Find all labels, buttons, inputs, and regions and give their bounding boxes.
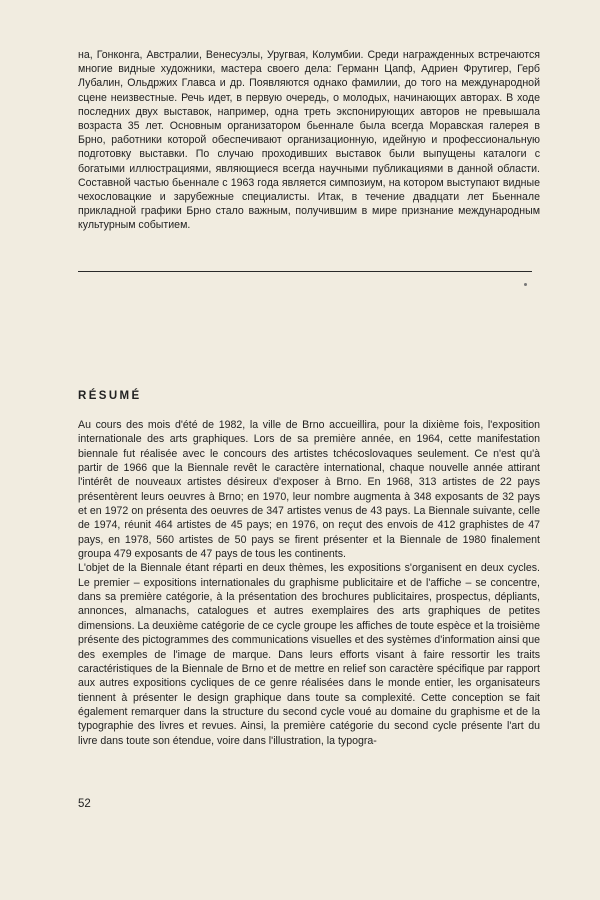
resume-paragraph-1: Au cours des mois d'été de 1982, la ville de Brno accueillira, pour la dixième fois, l'exposition internationale des arts graphiques. Lors de sa première année, en 1964, cette manifestation biennale fut réalisée avec le concours des artistes tchécoslovaques seulement. Ce n'est qu'à partir de 1966 que la Biennale revêt le caractère international, chaque nouvelle année attirant l'intérêt de nouveaux artistes désireux d'exposer à Brno. En 1968, 313 artistes de 22 pays présentèrent leurs oeuvres à Brno; en 1970, leur nombre augmenta à 348 exposants de 32 pays et en 1972 on présenta des oeuvres de 347 artistes venus de 43 pays. La Biennale suivante, celle de 1974, réunit 464 artistes de 45 pays; en 1976, on reçut des envois de 412 graphistes de 47 pays, en 1978, 560 artistes de 50 pays se firent présenter et la Biennale de 1980 finalement groupa 479 exposants de 47 pays de tous les continents. <box>78 419 540 561</box>
russian-paragraph: на, Гонконга, Австралии, Венесуэлы, Уругвая, Колумбии. Среди награжденных встречаются многие видные художники, мастера своего дела: Германн Цапф, Адриен Фрутигер, Герб Лубалин, Ольдржих Главса и др. Появляются однако фамилии, до того на международной сцене неизвестные. Речь идет, в первую очередь, о молодых, начинающих авторах. В ходе последних двух выставок, например, одна треть экспонирующих авторов не превышала возраста 35 лет. Основным организатором бьеннале была всегда Моравская галерея в Брно, работники которой обеспечивают организационную, идейную и профессиональную подготовку выставки. По случаю проходивших выставок были выпущены каталоги с богатыми иллюстрациями, являющиеся всегда научными публикациями в данной области. Составной частью бьеннале с 1963 года является симпозиум, на котором выступают видные чехословацкие и зарубежные специалисты. Итак, в течение двадцати лет Бьеннале прикладной графики Брно стало важным, получившим в мире признание международным культурным событием. <box>78 49 540 232</box>
resume-paragraph-2: L'objet de la Biennale étant réparti en deux thèmes, les expositions s'organisent en deux cycles. Le premier – expositions internationales du graphisme publicitaire et de l'affiche – se concentre, dans sa première catégorie, à la présentation des brochures publicitaires, prospectus, dépliants, annonces, almanachs, catalogues et autres exemplaires des arts graphiques de petites dimensions. La deuxième catégorie de ce cycle groupe les affiches de toute espèce et la troisième présente des pictogrammes des communications visuelles et des systèmes d'information ainsi que des exemples de l'image de marque. Dans leurs efforts visant à faire ressortir les traits caractéristiques de la Biennale de Brno et de mettre en relief son caractère spécifique par rapport aux autres expositions cycliques de ce genre réalisées dans le monde entier, les organisateurs tiennent à présenter le design graphique dans toute sa complexité. Cette conception se fait également remarquer dans la structure du second cycle voué au domaine du graphisme et de la typographie des livres et revues. Ainsi, la première catégorie du second cycle présente l'art du livre dans toute son étendue, voire dans l'illustration, la typogra- <box>78 562 540 747</box>
section-divider <box>78 271 532 272</box>
resume-body <box>78 418 540 748</box>
resume-heading: RÉSUMÉ <box>78 390 142 402</box>
page-number: 52 <box>78 798 91 810</box>
divider-speck <box>524 283 527 286</box>
